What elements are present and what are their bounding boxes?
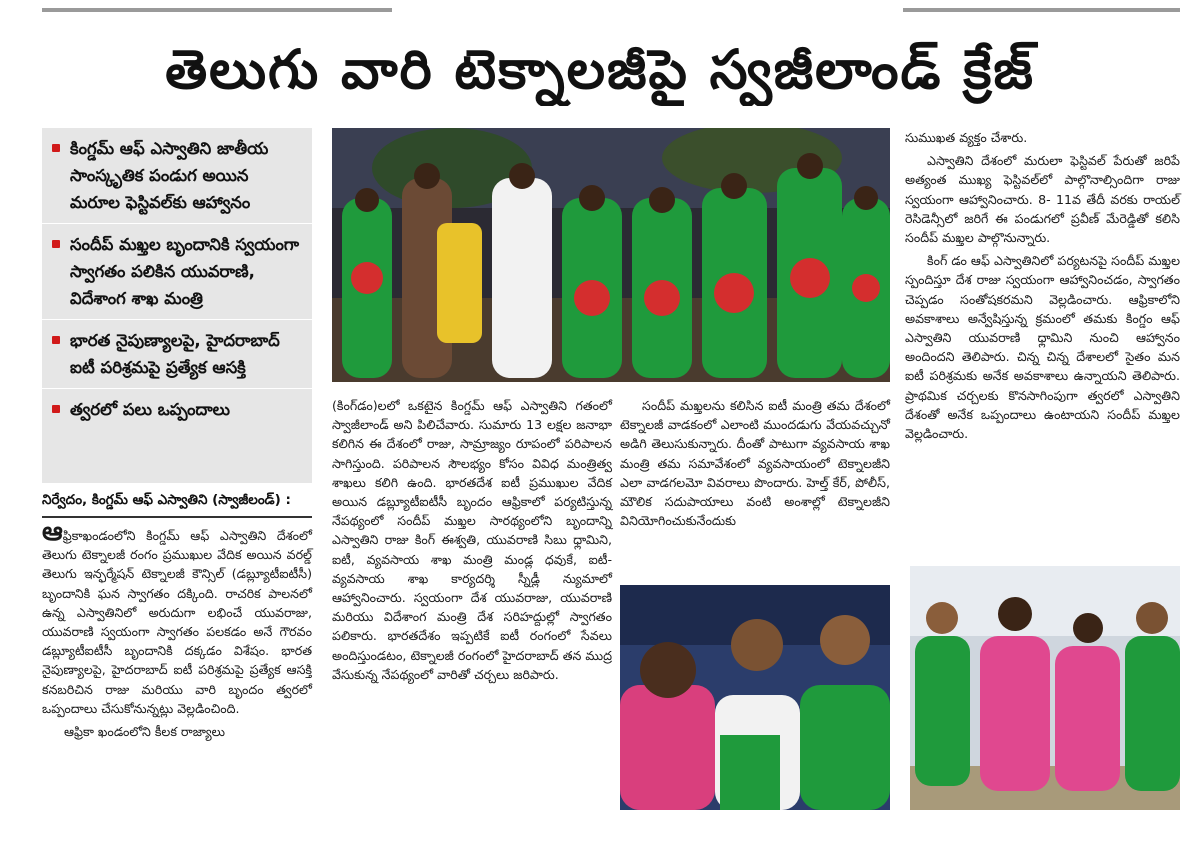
- paragraph: ఆఫ్రికా ఖండంలోని కీలక రాజ్యాలు: [64, 724, 225, 740]
- bullet-marker-icon: [52, 336, 60, 344]
- article-column-2: [332, 396, 612, 826]
- highlight-item: త్వరలో పలు ఒప్పందాలు: [42, 389, 312, 430]
- photo-standing-group-art: [910, 566, 1180, 810]
- dateline: నిర్వేదం, కింగ్డమ్ ఆఫ్ ఎస్వాతిని (స్వాజీలండ్) :: [42, 490, 312, 518]
- highlights-box: [42, 128, 312, 483]
- headline: తెలుగు వారి టెక్నాలజీపై స్వజీలాండ్ క్రేజ్: [165, 38, 1035, 101]
- photo-welcome-ceremony: [332, 128, 890, 382]
- article-column-3: [620, 396, 890, 576]
- top-rule-left: [42, 8, 392, 12]
- paragraph: ఎస్వాతిని దేశంలో మరులా ఫెస్టివల్ పేరుతో జరిపే అత్యంత ముఖ్య ఫెస్టివల్‌లో పాల్గొనాల్సిందిగా రాజు స్వయంగా ఆహ్వానించారు. 8- 11వ తేదీ వరకు రాయల్ రెసిడెన్సీలో జరిగే ఈ పండుగలో ప్రవీణ్ మేరెడ్డితో కలిసి సందీప్ మఖ్తల పాల్గొనున్నారు.: [905, 153, 1180, 246]
- highlight-item: భారత నైపుణ్యాలపై, హైదరాబాద్ ఐటీ పరిశ్రమపై ప్రత్యేక ఆసక్తి: [42, 320, 312, 389]
- paragraph: సుముఖత వ్యక్తం చేశారు.: [905, 130, 1028, 145]
- photo-seated-group-art: [620, 585, 890, 810]
- highlight-item: కింగ్డమ్ ఆఫ్ ఎస్వాతిని జాతీయ సాంస్కృతిక పండుగ అయిన మరూల ఫెస్టివల్‌కు ఆహ్వానం: [42, 128, 312, 224]
- bullet-marker-icon: [52, 405, 60, 413]
- bullet-marker-icon: [52, 240, 60, 248]
- drop-cap: ఆ: [42, 517, 63, 547]
- highlight-item: సందీప్ మఖ్తల బృందానికి స్వయంగా స్వాగతం పలికిన యువరాణి, విదేశాంగ శాఖ మంత్రి: [42, 224, 312, 320]
- paragraph: సందీప్ మఖ్తలను కలిసిన ఐటీ మంత్రి తమ దేశంలో టెక్నాలజీ వాడకంలో ఎలాంటి ముందడుగు వేయవచ్చునో అడిగి తెలుసుకున్నారు. దీంతో పాటుగా వ్యవసాయ శాఖ మంత్రి తమ సమావేశంలో వ్యవసాయంలో టెక్నాలజీని ఎలా వాడగలమో వివరాలు పొందారు. హెల్త్ కేర్, పోలీస్, మౌలిక సదుపాయాలు వంటి అంశాల్లో టెక్నాలజీని వినియోగించుకునేందుకు: [620, 398, 890, 529]
- photo-standing-group: [910, 566, 1180, 810]
- article-column-4: [905, 128, 1180, 558]
- paragraph: (కింగ్‌డం)లలో ఒకటైన కింగ్డమ్ ఆఫ్ ఎస్వాతిని గతంలో స్వాజీలాండ్ అని పిలిచేవారు. సుమారు 13 లక్షల జనాభా కలిగిన ఈ దేశంలో రాజు, సామ్రాజ్యం రూపంలో పరిపాలన సాగిస్తుంది. పరిపాలన సౌలభ్యం కోసం వివిధ మంత్రిత్వ శాఖలు కలిగి ఉంది. భారతదేశ ఐటీ ప్రముఖుల వేదిక అయిన డబ్ల్యూటీఐటీసీ బృందం ఆఫ్రికాలో పర్యటిస్తున్న నేపథ్యంలో సందీప్ మఖ్తల సారథ్యంలోని బృందాన్ని ఎస్వాతిని రాజు కింగ్ ఈశ్వతి, యువరాణి సిబు ధ్లామిని, ఐటీ, వ్యవసాయ శాఖ మంత్రి మండ్ల ధవుకే, ఐటీ-వ్యవసాయ శాఖ కార్యదర్శి స్నీడ్లీ న్యుమాలో ఆహ్వానించారు. స్వయంగా దేశ యువరాజు, యువరాణి మరియు విదేశాంగ మంత్రి దేశ సరిహద్దుల్లో స్వాగతం పలికారు. భారతదేశం ఇప్పటికే ఐటీ రంగంలో సేవలు అందిస్తుండటం, టెక్నాలజీ రంగంలో హైదరాబాద్ తన ముద్ర వేసుకున్న నేపథ్యంలో వారితో చర్చలు జరిపారు.: [332, 398, 612, 682]
- photo-welcome-ceremony-art: [332, 128, 890, 382]
- bullet-marker-icon: [52, 144, 60, 152]
- top-rule-right: [903, 8, 1180, 12]
- photo-seated-group: [620, 585, 890, 810]
- paragraph: కింగ్ డం ఆఫ్ ఎస్వాతినిలో పర్యటనపై సందీప్ మఖ్తల స్పందిస్తూ దేశ రాజు స్వయంగా ఆహ్వానించడం, స్వాగతం చెప్పడం సంతోషకరమని వెల్లడించారు. ఆఫ్రికాలోని అవకాశాలు అన్వేషిస్తున్న క్రమంలో తమకు కింగ్డం ఆఫ్ ఎస్వాతిని యువరాణి ధ్లామిని నుంచి ఆహ్వానం అందిందని తెలిపారు. చిన్న చిన్న దేశాలలో సైతం మన ఐటీ పరిశ్రమకు అనేక అవకాశాలు ఉన్నాయని తెలిపారు. ప్రాథమిక చర్చలకు కొనసాగింపుగా త్వరలో ఎస్వాతిని దేశంతో అనేక ఒప్పందాలు ఉంటాయని సందీప్ మఖ్తల వెల్లడించారు.: [905, 253, 1180, 442]
- article-column-1: [42, 517, 312, 822]
- paragraph: ఫ్రికాఖండంలోని కింగ్డమ్ ఆఫ్ ఎస్వాతిని దేశంలో తెలుగు టెక్నాలజీ రంగం ప్రముఖుల వేదిక అయిన వరల్డ్ తెలుగు ఇన్ఫర్మేషన్ టెక్నాలజీ కౌన్సిల్ (డబ్ల్యూటీఐటీసీ) బృందానికి ఘన స్వాగతం దక్కింది. రాచరిక పాలనలో ఉన్న ఎస్వాతినిలో అరుదుగా లభించే యువరాజు, యువరాణి స్వయంగా స్వాగతం పలకడం అనే గౌరవం డబ్ల్యూటీఐటీసీ బృందానికి దక్కడం విశేషం. భారత నైపుణ్యాలపై, హైదరాబాద్ ఐటీ పరిశ్రమపై ప్రత్యేక ఆసక్తి కనబరిచిన రాజు మరియు వారి బృందం త్వరలో ఒప్పందాలు చేసుకోనున్నట్లు వెల్లడించింది.: [42, 528, 312, 716]
